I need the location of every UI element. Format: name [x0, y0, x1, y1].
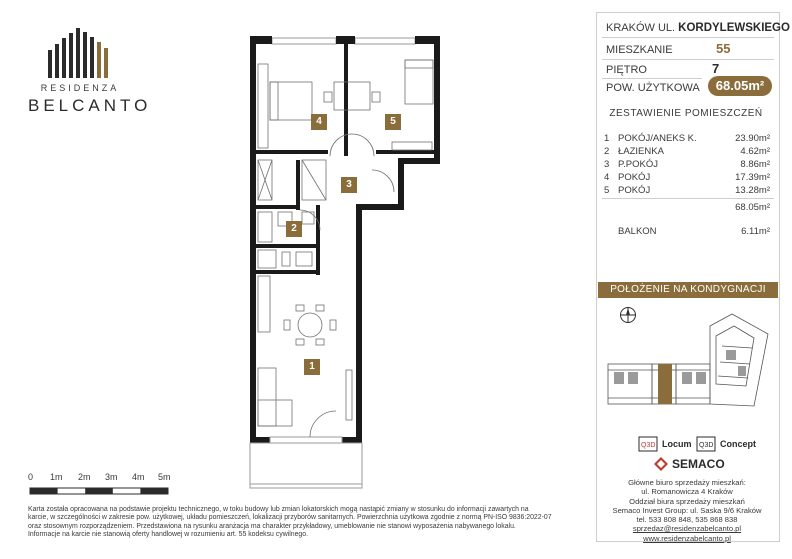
contact-line: tel. 533 808 848, 535 868 838 [636, 515, 738, 525]
building-key-plan [604, 306, 772, 426]
svg-text:Q3D: Q3D [699, 442, 714, 449]
apartment-value: 55 [716, 41, 731, 56]
floor-plan [240, 30, 445, 496]
scale-label: 1m [50, 472, 63, 482]
disclaimer-line: karcie, w szczególności w zakresie pow. użytkowej, układu pomieszczeń, lokalizacji przyborów sanitarnych. Powierzchnia użytkowa zgodnie z normą PN-ISO 9836:2022-07 [28, 514, 552, 522]
room-row [604, 133, 770, 145]
room-area: 23.90m² [735, 133, 770, 144]
room-area: 8.86m² [740, 159, 770, 170]
scale-label: 3m [105, 472, 118, 482]
scale-label: 4m [132, 472, 145, 482]
semaco-logo [654, 457, 725, 471]
disclaimer-line: oraz stosownym rozporządzeniem. Przedstawiona na rysunku aranżacja ma charakter przykładowy, umeblowanie nie stanowi wyposażenia nabywanego lokalu. [28, 522, 516, 530]
scale-label: 5m [158, 472, 171, 482]
locum-logo [638, 436, 692, 452]
semaco-diamond-icon [654, 457, 668, 471]
divider [602, 78, 702, 79]
position-title: POŁOŻENIE NA KONDYGNACJI [598, 282, 778, 298]
contact-line: ul. Romanowicza 4 Kraków [641, 487, 733, 497]
room-no: 5 [604, 185, 610, 196]
disclaimer-line: Informacje na karcie nie stanowią oferty handlowej w rozumieniu art. 55 kodeksu cywilnego. [28, 530, 308, 538]
contact-line: Główne biuro sprzedaży mieszkań: [628, 478, 746, 487]
brand-big: BELCANTO [28, 96, 152, 115]
floor-label: PIĘTRO [606, 64, 647, 76]
disclaimer [28, 506, 588, 539]
apartment-label: MIESZKANIE [606, 44, 673, 56]
room-area: 17.39m² [735, 172, 770, 183]
scale-label: 2m [78, 472, 91, 482]
floor-value: 7 [712, 61, 720, 76]
room-name: P.POKÓJ [618, 159, 658, 170]
room-no: 4 [604, 172, 610, 183]
contact-line: Oddział biura sprzedaży mieszkań [629, 496, 745, 506]
email-link[interactable]: sprzedaz@residenzabelcanto.pl [632, 524, 742, 534]
rooms-title: ZESTAWIENIE POMIESZCZEŃ [609, 108, 763, 119]
room-name: POKÓJ [618, 172, 651, 183]
scale-bar [28, 484, 174, 498]
room-label-3: 3 [341, 177, 357, 193]
room-area: 4.62m² [740, 146, 770, 157]
scale-labels [28, 472, 188, 484]
room-row [604, 172, 770, 184]
street-name: KORDYLEWSKIEGO [678, 22, 790, 34]
disclaimer-line: Karta została opracowana na podstawie projektu technicznego, w toku budowy lub zmian lokatorskich mogą nastąpić zmiany w stosunku do informacji zawartych na [28, 506, 529, 513]
balcony-value: 6.11m² [741, 226, 770, 237]
concept-label: Concept [720, 439, 756, 449]
brand-small: RESIDENZA [40, 83, 120, 93]
locum-label: Locum [662, 439, 692, 449]
room-label-1: 1 [304, 359, 320, 375]
room-area: 13.28m² [735, 185, 770, 196]
room-label-4: 4 [311, 114, 327, 130]
room-no: 2 [604, 146, 610, 157]
balcony-label: BALKON [618, 226, 657, 237]
location-prefix: KRAKÓW UL. [606, 22, 676, 34]
room-label-2: 2 [286, 221, 302, 237]
room-label-5: 5 [385, 114, 401, 130]
area-badge: 68.05m² [708, 76, 772, 96]
room-no: 3 [604, 159, 610, 170]
divider [602, 59, 774, 60]
room-no: 1 [604, 133, 610, 144]
room-name: POKÓJ/ANEKS K. [618, 133, 697, 144]
website-link[interactable]: www.residenzabelcanto.pl [643, 533, 731, 543]
location [606, 22, 790, 34]
logo-bars-icon [48, 28, 112, 78]
divider [602, 37, 774, 38]
contact-block [600, 478, 774, 543]
scale-label: 0 [28, 472, 34, 482]
room-row [604, 185, 770, 197]
rooms-total-row [604, 202, 770, 214]
room-row [604, 146, 770, 158]
svg-text:Q3D: Q3D [641, 442, 656, 449]
q3d-icon [638, 436, 658, 452]
semaco-label: SEMACO [672, 457, 725, 471]
area-label: POW. UŻYTKOWA [606, 82, 700, 94]
room-row [604, 159, 770, 171]
contact-line: Semaco Invest Group: ul. Saska 9/6 Kraków [612, 505, 762, 515]
divider [602, 198, 774, 199]
concept-logo [696, 436, 756, 452]
q3d-icon [696, 436, 716, 452]
room-name: POKÓJ [618, 185, 651, 196]
balcony-row [604, 226, 770, 238]
room-name: ŁAZIENKA [618, 146, 664, 157]
rooms-total: 68.05m² [735, 202, 770, 213]
